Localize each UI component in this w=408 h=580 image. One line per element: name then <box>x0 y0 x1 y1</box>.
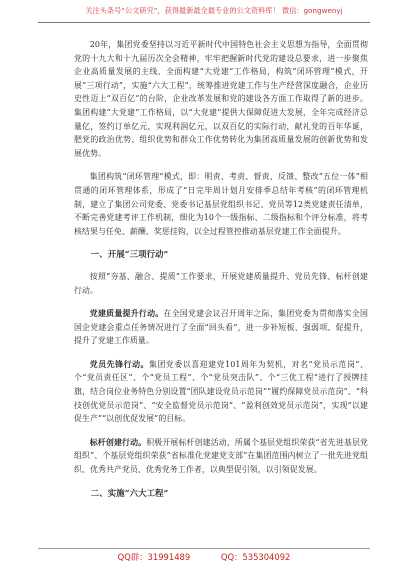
paragraph-intro: 20年，集团党委坚持以习近平新时代中国特色社会主义思想为指导，全面贯彻党的十九大和十九届历次全会精神，牢牢把握新时代党的建设总要求，进一步聚焦企业高质量发展的主线，全面构建“大党建”工作格局，构筑“闭环管理”模式，开展“三项行动”，实施“六大工程”，统筹推进党建工作与生产经营深度融合，企业历史性迈上“双百亿”的台阶，企业改革发展和党的建设各方面工作取得了新的进步。集团构建“大党建”工作格局，以“大党建”提供大保障促进大发展，全年完成经济总量亿，签约订单亿元，实现利润亿元，以双百亿的实际行动，献礼党的百年华诞，肥党的政治优势、组织优势和群众工作优势转化为集团高质量发展的创新优势和发展优势。 <box>74 40 368 158</box>
paragraph-text: 集团党委以喜迎建党101周年为契机，对名“党员示范岗”、个“党员责任区”、个“党员工程”、个“党员突击队”、个“三优工程”进行了授牌挂旗，结合岗位业务特色分别设置“团队建设党员示范岗”“履约保障党员示范岗”、“科技创优党员示范岗”、“安全监督党员示范岗”、“盈利创效党员示范岗”，实现“以建促生产”“以创优促发展”的目标。 <box>74 359 368 424</box>
section-heading-six-projects: 二、实施“六大工程” <box>90 487 169 498</box>
header-banner: 关注头条号“公文研究”，获得最新最全最专业的公文资料库！ 微信：gongwenyj <box>85 6 343 15</box>
footer-qq: QQ：535304092 <box>220 552 291 562</box>
footer-contact <box>0 552 408 563</box>
footer-qq-group: QQ群：31991489 <box>117 552 191 562</box>
paragraph-text: 在全国党建会议召开周年之际，集团党委为贯彻落实全国国企党建会重点任务情况进行了全面“回头看”，进一步补短板、强弱项、促提升，提升了党建工作质量。 <box>74 309 368 346</box>
paragraph-lead: 标杆创建行动。 <box>89 437 147 447</box>
paragraph-benchmark-action <box>74 436 368 477</box>
paragraph-vanguard-action <box>74 358 368 426</box>
paragraph-three-actions: 按照“夯基、融合、提质”工作要求，开展党建质量提升、党员先锋、标杆创建行动。 <box>74 271 368 295</box>
footer-divider <box>38 548 370 549</box>
paragraph-closed-loop: 集团构筑“闭环管理”模式，即：明责、考责、督责、反馈、整改“五位一体”相贯通的闭环管理体系，形成了“日完毕周计划月安排季总结年考核”的闭环管理机制，建立了集团公司党委、党委书记基层党组织书记、党员等12类党建责任清单，不断完善党建考评工作机制，细化为10个一级指标、二级指标和个评分标准，将考核结果与任免、薪酬、奖惩挂钩，以全过程管控推动基层党建工作全面提升。 <box>74 172 368 236</box>
paragraph-quality-action <box>74 307 368 348</box>
header-divider <box>38 22 370 23</box>
paragraph-lead: 党建质量提升行动。 <box>89 309 164 319</box>
section-heading-three-actions: 一、开展“三项行动” <box>90 249 169 260</box>
document-body <box>74 38 368 508</box>
paragraph-lead: 党员先锋行动。 <box>89 359 149 369</box>
paragraph-text: 积极开展标杆创建活动，所属个基层党组织荣获“省先进基层党组织”、个基层党组织荣获“省标准化党建党支部”在集团范围内树立了一批先进党组织、优秀共产党员、优秀党务工作者，以典型促引领，以引领促发展。 <box>74 437 369 475</box>
